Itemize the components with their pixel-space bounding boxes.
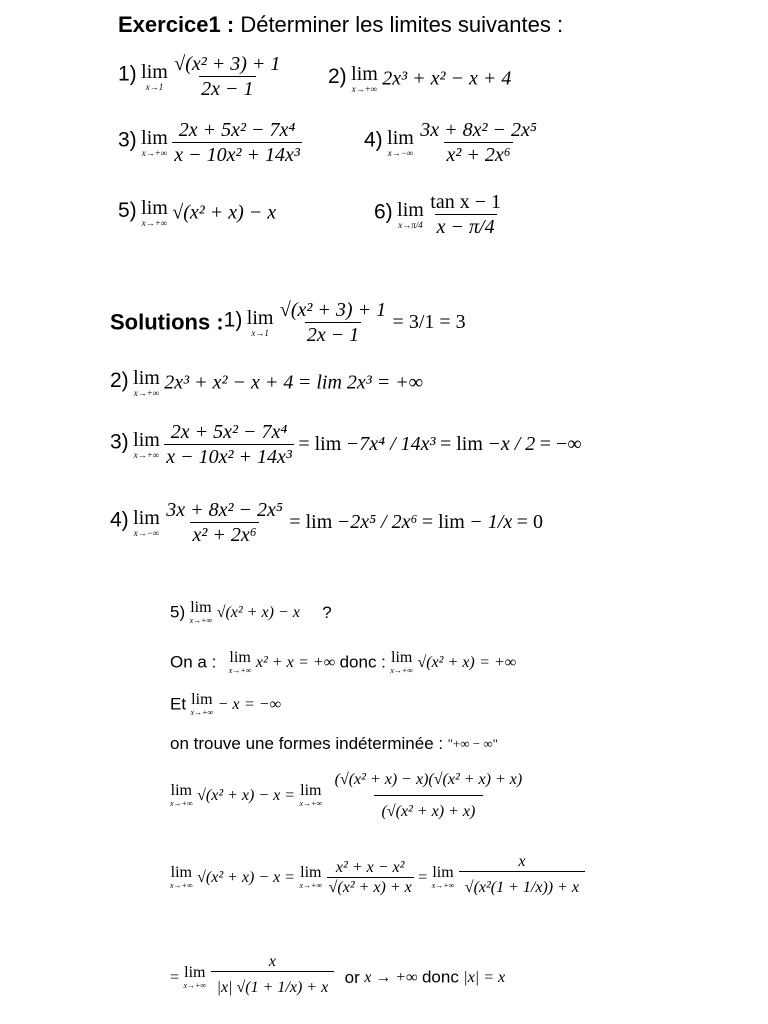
item-number: 1) (118, 62, 137, 86)
donc-label: donc : (339, 652, 386, 672)
question-mark: ? (322, 602, 332, 622)
item-number: 2) (110, 369, 129, 393)
fraction (418, 118, 539, 167)
donc-label-2: donc (421, 967, 459, 987)
solution-5-step-2: lim x→+∞ √(x² + x) − x = lim x→+∞ $\frac{\text{x² + x − x²}}{\text{√(x² + x) + x}}$ = lim x→+∞ $\frac{x}{\text{√(x²(1 + 1/x)) + x}}$ (170, 852, 585, 903)
fraction: $\frac{x}{\text{√(x²(1 + 1/x)) + x}}$ (459, 852, 585, 903)
exercise-title (118, 12, 563, 38)
solution-4: 4) lim x→−∞ $\frac{\text{3x + 8x² − 2x⁵}}{\text{x² + 2x⁶}}$ = lim −2x⁵ / 2x⁶ = lim − 1/x = 0 (110, 499, 543, 546)
expression: 2x³ + x² − x + 4 (382, 67, 512, 90)
exercise-title-bold: Exercice1 : (118, 12, 235, 37)
et-label: Et (170, 694, 187, 714)
limit-subscript: x→+∞ (141, 218, 168, 228)
limit-subscript: x→+∞ (189, 616, 213, 625)
exercise-item-6 (374, 190, 503, 239)
solution-5-statement (170, 600, 332, 625)
expression: √(x² + x) − x (216, 604, 300, 621)
limit-operator: lim x→+∞ (133, 428, 160, 460)
limit-operator: lim x→+∞ (133, 367, 160, 398)
solutions-heading: Solutions : (110, 309, 224, 335)
denominator: x − 10x² + 14x³ (166, 446, 292, 468)
plus-inf: = +∞ (298, 654, 336, 671)
expression: √(x² + x) − x (172, 201, 277, 224)
limit-operator: lim x→+∞ (141, 126, 168, 158)
denominator: x − 10x² + 14x³ (174, 144, 300, 166)
on-a-label: On a : (170, 652, 217, 672)
fraction (172, 118, 302, 167)
solution-5-step-3: = lim x→+∞ $\frac{x}{|x| √(1 + 1/x) + x}$ or x → +∞ donc |x| = x (170, 952, 505, 1003)
result: = 3/1 = 3 (392, 311, 466, 333)
exercise-title-rest: Déterminer les limites suivantes : (234, 12, 564, 37)
or-label: or (344, 967, 360, 987)
numerator: tan x − 1 (430, 191, 501, 213)
exercise-item-5 (118, 198, 276, 228)
indeterminate-form: "+∞ − ∞" (447, 736, 498, 751)
exercise-item-4 (364, 118, 539, 167)
result: = 0 (516, 511, 543, 533)
numerator: 3x + 8x² − 2x⁵ (166, 499, 283, 521)
numerator: √(x² + 3) + 1 (279, 299, 387, 321)
fraction (428, 190, 503, 239)
limit-subscript: x→+∞ (133, 449, 160, 460)
limit-operator: lim x→+∞ (299, 864, 323, 890)
limit-operator: lim x→π/4 (397, 198, 424, 230)
limit-operator: lim x→−∞ (133, 506, 160, 538)
limit-subscript: x→1 (251, 327, 269, 338)
solution-5-on-a: On a : lim x→+∞ x² + x = +∞ donc : lim x→+∞ √(x² + x) = +∞ (170, 649, 517, 675)
limit-operator: lim x→+∞ (351, 63, 378, 94)
limit-subscript: x→−∞ (133, 527, 160, 538)
numerator: 2x + 5x² − 7x⁴ (170, 421, 288, 443)
limit-subscript: x→π/4 (398, 219, 423, 230)
solution-5-indeterminate (170, 734, 498, 754)
limit-operator: lim x→+∞ (141, 197, 168, 228)
item-number: 4) (110, 508, 129, 532)
limit-operator: lim x→+∞ (190, 691, 214, 717)
expression: 2x³ + x² − x + 4 (164, 371, 294, 394)
limit-operator: lim x→1 (246, 306, 274, 338)
denominator: x² + 2x⁶ (192, 524, 257, 546)
step-1: −2x⁵ / 2x⁶ (336, 511, 418, 533)
denominator: 2x − 1 (201, 78, 254, 100)
limit-operator: lim x→+∞ (170, 782, 193, 808)
solution-5-step-1: lim x→+∞ √(x² + x) − x = lim x→+∞ $\frac{\text{(√(x² + x) − x)(√(x² + x) + x)}}{\text{(√(x² + x) + x)}}$ (170, 764, 530, 827)
denominator: 2x − 1 (306, 324, 360, 346)
item-number: 1) (223, 308, 243, 332)
limit-operator: lim x→1 (141, 60, 168, 92)
fraction (164, 498, 285, 547)
limit-subscript: x→+∞ (351, 84, 378, 94)
step-2: − 1/x (469, 511, 513, 533)
indeterminate-text: on trouve une formes indéterminée : (170, 734, 444, 753)
item-number: 6) (374, 200, 393, 224)
limit-operator: lim x→+∞ (431, 864, 455, 890)
solution-3: 3) lim x→+∞ $\frac{\text{2x + 5x² − 7x⁴}}{\text{x − 10x² + 14x³}}$ = lim −7x⁴ / 14x³ = lim −x / 2 = −∞ (110, 421, 582, 468)
exercise-item-1 (118, 52, 282, 101)
exercise-item-3 (118, 118, 302, 167)
limit-operator: lim x→+∞ (170, 864, 193, 890)
item-number: 3) (118, 128, 137, 152)
step-1: −7x⁴ / 14x³ (345, 433, 436, 455)
limit-operator: lim x→+∞ (390, 649, 413, 675)
item-number: 3) (110, 430, 129, 454)
limit-operator: lim x→+∞ (183, 964, 207, 990)
limit-subscript: x→−∞ (387, 147, 414, 158)
item-number: 5) (118, 199, 137, 223)
limit-operator: lim x→−∞ (387, 126, 414, 158)
numerator: √(x² + 3) + 1 (174, 53, 281, 75)
denominator: x² + 2x⁶ (446, 144, 511, 166)
step-2: −x / 2 (487, 433, 536, 455)
fraction: $\frac{\text{x² + x − x²}}{\text{√(x² + x) + x}}$ (328, 859, 412, 896)
limit-subscript: x→+∞ (133, 388, 160, 398)
abs-equality: |x| = x (463, 969, 506, 986)
result: = −∞ (539, 433, 582, 455)
fraction (278, 298, 388, 347)
limit-operator: lim x→+∞ (228, 649, 252, 675)
fraction (164, 420, 294, 469)
solution-2 (110, 368, 423, 398)
numerator: 2x + 5x² − 7x⁴ (178, 119, 296, 141)
solution-1 (110, 298, 466, 347)
limit-subscript: x→1 (145, 81, 164, 92)
item-number: 4) (364, 128, 383, 152)
fraction (172, 52, 282, 101)
fraction: $\frac{\text{(√(x² + x) − x)(√(x² + x) + x)}}{\text{(√(x² + x) + x)}}$ (327, 764, 531, 827)
item-number: 2) (328, 65, 347, 89)
limit-operator: lim x→+∞ (189, 599, 213, 625)
fraction: $\frac{x}{|x| √(1 + 1/x) + x}$ (211, 952, 335, 1003)
item-number: 5) (170, 602, 186, 622)
limit-subscript: x→+∞ (141, 147, 168, 158)
minus-inf: = −∞ (243, 696, 281, 713)
limit-operator: lim x→+∞ (299, 782, 323, 808)
solution-5-et: Et lim x→+∞ − x = −∞ (170, 691, 281, 717)
numerator: 3x + 8x² − 2x⁵ (420, 119, 537, 141)
exercise-item-2 (328, 64, 511, 94)
result: = lim 2x³ = +∞ (297, 371, 424, 394)
denominator: x − π/4 (436, 216, 495, 238)
